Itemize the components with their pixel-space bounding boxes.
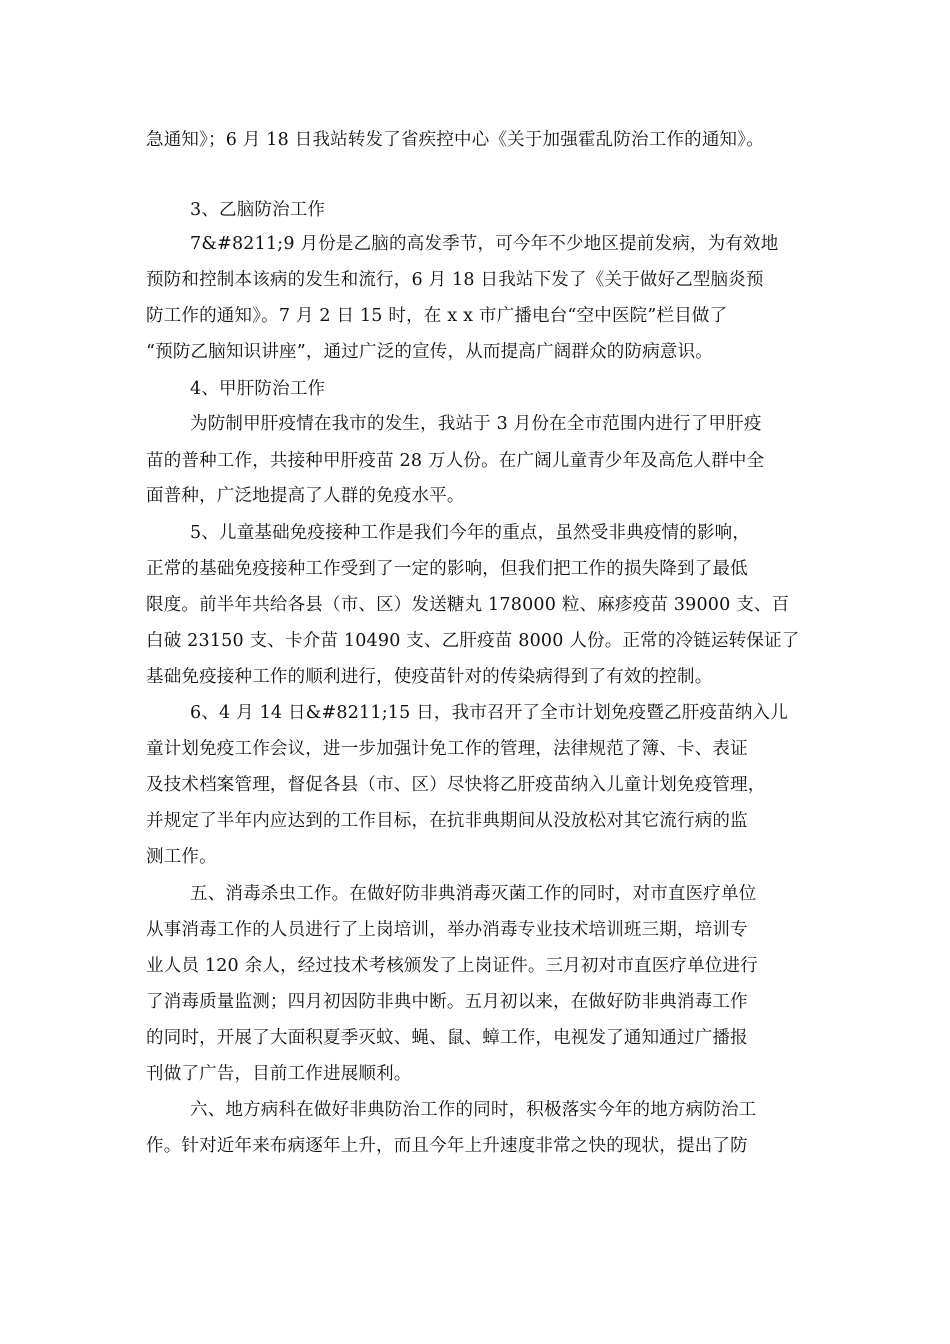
text-line: 面普种，广泛地提高了人群的免疫水平。 [146,486,465,506]
text-line: 正常的基础免疫接种工作受到了一定的影响，但我们把工作的损失降到了最低 [146,559,748,579]
text-line: 基础免疫接种工作的顺利进行，使疫苗针对的传染病得到了有效的控制。 [146,667,713,687]
section-heading: 3、乙脑防治工作 [190,200,326,220]
text-line: 防工作的通知》。7 月 2 日 15 时，在 x x 市广播电台“空中医院”栏目做了 [146,306,728,326]
text-line: 7&#8211;9 月份是乙脑的高发季节，可今年不少地区提前发病，为有效地 [190,234,779,254]
text-line: “预防乙脑知识讲座”，通过广泛的宣传，从而提高广阔群众的防病意识。 [146,342,713,362]
text-line: 为防制甲肝疫情在我市的发生，我站于 3 月份在全市范围内进行了甲肝疫 [190,414,762,434]
text-line: 预防和控制本该病的发生和流行，6 月 18 日我站下发了《关于做好乙型脑炎预 [146,270,764,290]
text-line: 童计划免疫工作会议，进一步加强计免工作的管理，法律规范了簿、卡、表证 [146,739,748,759]
text-line: 并规定了半年内应达到的工作目标，在抗非典期间从没放松对其它流行病的监 [146,811,748,831]
text-line: 了消毒质量监测；四月初因防非典中断。五月初以来，在做好防非典消毒工作 [146,992,748,1012]
text-line: 5、儿童基础免疫接种工作是我们今年的重点，虽然受非典疫情的影响， [190,523,751,543]
text-line: 及技术档案管理，督促各县（市、区）尽快将乙肝疫苗纳入儿童计划免疫管理， [146,775,766,795]
text-line: 苗的普种工作，共接种甲肝疫苗 28 万人份。在广阔儿童青少年及高危人群中全 [146,451,765,471]
text-line: 业人员 120 余人，经过技术考核颁发了上岗证件。三月初对市直医疗单位进行 [146,956,758,976]
text-line: 白破 23150 支、卡介苗 10490 支、乙肝疫苗 8000 人份。正常的冷链运转保证了 [146,631,800,651]
text-line: 作。针对近年来布病逐年上升，而且今年上升速度非常之快的现状，提出了防 [146,1136,748,1156]
text-line: 急通知》；6 月 18 日我站转发了省疾控中心《关于加强霍乱防治工作的通知》。 [146,130,764,150]
text-line: 刊做了广告，目前工作进展顺利。 [146,1064,412,1084]
text-line: 6、4 月 14 日&#8211;15 日，我市召开了全市计划免疫暨乙肝疫苗纳入儿 [190,703,788,723]
section-heading: 4、甲肝防治工作 [190,379,326,399]
text-line: 测工作。 [146,847,217,867]
text-line: 限度。前半年共给各县（市、区）发送糖丸 178000 粒、麻疹疫苗 39000 支、百 [146,595,790,615]
text-line: 从事消毒工作的人员进行了上岗培训，举办消毒专业技术培训班三期，培训专 [146,920,748,940]
text-line: 五、消毒杀虫工作。在做好防非典消毒灭菌工作的同时，对市直医疗单位 [190,884,757,904]
text-line: 的同时，开展了大面积夏季灭蚊、蝇、鼠、蟑工作，电视发了通知通过广播报 [146,1028,748,1048]
text-line: 六、地方病科在做好非典防治工作的同时，积极落实今年的地方病防治工 [190,1100,757,1120]
